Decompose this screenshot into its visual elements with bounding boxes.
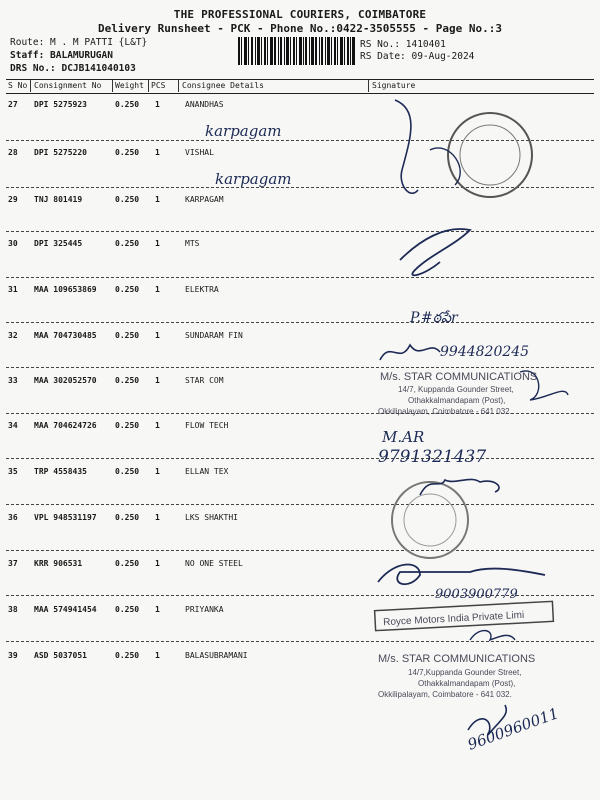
row-consignee: ANANDHAS	[185, 100, 224, 109]
row-sno: 37	[8, 559, 18, 568]
handwritten-phone-39: 9600960011	[465, 704, 562, 754]
header-consignment: Consignment No	[34, 81, 102, 90]
row-separator	[6, 367, 594, 368]
signature-scribble	[430, 148, 460, 185]
header-pcs: PCS	[151, 81, 166, 90]
row-separator	[6, 595, 594, 596]
row-consignment: MAA 704624726	[34, 421, 97, 430]
handwritten-phone-32: 9944820245	[440, 344, 530, 360]
row-weight: 0.250	[115, 239, 140, 248]
row-weight: 0.250	[115, 651, 140, 660]
row-sno: 39	[8, 651, 18, 660]
runsheet-subtitle: Delivery Runsheet - PCK - Phone No.:0422-3505555 - Page No.:3	[98, 22, 502, 35]
handwritten-name-31: P.#ఠపేr	[410, 310, 458, 326]
row-consignee: ELEKTRA	[185, 285, 219, 294]
row-consignee: MTS	[185, 239, 200, 248]
rubber-stamp-icon	[378, 371, 537, 416]
row-sno: 29	[8, 195, 18, 204]
row-consignee: LKS SHAKTHI	[185, 513, 238, 522]
row-consignee: ELLAN TEX	[185, 467, 229, 476]
company-title: THE PROFESSIONAL COURIERS, COIMBATORE	[173, 8, 427, 21]
row-pcs: 1	[155, 513, 160, 522]
row-pcs: 1	[155, 331, 160, 340]
column-divider	[148, 80, 149, 92]
handwritten-karpagam-1: karpagam	[205, 122, 282, 140]
row-consignee: SUNDARAM FIN	[185, 331, 243, 340]
row-sno: 34	[8, 421, 18, 430]
row-pcs: 1	[155, 376, 160, 385]
row-weight: 0.250	[115, 376, 140, 385]
row-weight: 0.250	[115, 513, 140, 522]
svg-text:Othakkalmandapam (Post),: Othakkalmandapam (Post),	[418, 679, 516, 688]
row-separator	[6, 140, 594, 141]
row-consignment: KRR 906531	[34, 559, 83, 568]
signature-scribble	[468, 705, 506, 735]
row-separator	[6, 277, 594, 278]
signature-scribble	[420, 479, 499, 495]
row-separator	[6, 322, 594, 323]
table-header-rule	[6, 93, 594, 94]
rubber-stamp-icon	[378, 653, 535, 699]
svg-text:Othakkalmandapam (Post),: Othakkalmandapam (Post),	[408, 396, 506, 405]
table-top-rule	[6, 79, 594, 80]
handwritten-karpagam-2: karpagam	[215, 170, 292, 188]
row-consignment: DPI 5275923	[34, 100, 87, 109]
signature-scribble	[395, 100, 418, 193]
handwritten-initials-34: M.AR	[382, 428, 425, 446]
rs-number: RS No.: 1410401	[360, 39, 446, 50]
round-stamp-icon	[392, 482, 468, 558]
row-consignee: KARPAGAM	[185, 195, 224, 204]
row-sno: 32	[8, 331, 18, 340]
row-consignment: DPI 325445	[34, 239, 83, 248]
row-pcs: 1	[155, 605, 160, 614]
column-divider	[112, 80, 113, 92]
row-consignee: STAR COM	[185, 376, 224, 385]
row-consignee: BALASUBRAMANI	[185, 651, 248, 660]
row-consignment: MAA 302052570	[34, 376, 97, 385]
row-pcs: 1	[155, 285, 160, 294]
row-separator	[6, 458, 594, 459]
svg-text:Okkilipalayam, Coimbatore - 64: Okkilipalayam, Coimbatore - 641 032.	[378, 690, 512, 699]
row-weight: 0.250	[115, 559, 140, 568]
row-weight: 0.250	[115, 285, 140, 294]
row-weight: 0.250	[115, 421, 140, 430]
row-sno: 36	[8, 513, 18, 522]
barcode-icon	[238, 37, 356, 65]
row-separator	[6, 550, 594, 551]
route-label: Route: M . M PATTI {L&T}	[10, 37, 148, 48]
row-sno: 27	[8, 100, 18, 109]
signature-scribble	[400, 229, 470, 275]
row-consignment: MAA 574941454	[34, 605, 97, 614]
row-weight: 0.250	[115, 605, 140, 614]
row-pcs: 1	[155, 100, 160, 109]
row-pcs: 1	[155, 421, 160, 430]
row-weight: 0.250	[115, 195, 140, 204]
row-sno: 31	[8, 285, 18, 294]
row-pcs: 1	[155, 651, 160, 660]
signature-scribble	[380, 345, 440, 360]
svg-text:M/s. STAR COMMUNICATIONS: M/s. STAR COMMUNICATIONS	[380, 371, 538, 383]
row-sno: 38	[8, 605, 18, 614]
svg-text:14/7, Kuppanda Gounder Street,: 14/7, Kuppanda Gounder Street,	[398, 385, 514, 394]
signature-scribble	[520, 371, 568, 400]
drs-number: DRS No.: DCJB141040103	[10, 63, 136, 74]
header-sno: S No	[8, 81, 28, 90]
staff-label: Staff: BALAMURUGAN	[10, 50, 113, 61]
svg-text:M/s. STAR COMMUNICATIONS: M/s. STAR COMMUNICATIONS	[378, 653, 536, 665]
row-separator	[6, 231, 594, 232]
handwritten-phone-34: 9791321437	[378, 447, 487, 467]
signature-scribble	[470, 631, 515, 640]
row-consignment: TRP 4558435	[34, 467, 87, 476]
svg-text:14/7,Kuppanda Gounder Street,: 14/7,Kuppanda Gounder Street,	[408, 668, 522, 677]
row-pcs: 1	[155, 148, 160, 157]
handwritten-phone-37: 9003900779	[435, 587, 518, 602]
row-separator	[6, 641, 594, 642]
row-weight: 0.250	[115, 331, 140, 340]
svg-text:Royce Motors India Private Lim: Royce Motors India Private Limi	[382, 609, 525, 629]
column-divider	[178, 80, 179, 92]
row-pcs: 1	[155, 467, 160, 476]
row-consignment: DPI 5275220	[34, 148, 87, 157]
row-sno: 33	[8, 376, 18, 385]
rectangle-stamp-icon	[375, 601, 554, 630]
round-stamp-icon	[448, 113, 532, 197]
row-consignment: VPL 948531197	[34, 513, 97, 522]
row-pcs: 1	[155, 239, 160, 248]
row-sno: 30	[8, 239, 18, 248]
row-pcs: 1	[155, 559, 160, 568]
header-signature: Signature	[372, 81, 416, 90]
row-weight: 0.250	[115, 467, 140, 476]
row-separator	[6, 187, 594, 188]
header-weight: Weight	[115, 81, 144, 90]
row-consignment: TNJ 801419	[34, 195, 83, 204]
row-weight: 0.250	[115, 100, 140, 109]
row-weight: 0.250	[115, 148, 140, 157]
row-consignee: VISHAL	[185, 148, 214, 157]
signature-scribble	[378, 565, 545, 585]
rs-date: RS Date: 09-Aug-2024	[360, 51, 475, 62]
column-divider	[368, 80, 369, 92]
row-consignment: MAA 704730485	[34, 331, 97, 340]
row-separator	[6, 504, 594, 505]
header-consignee: Consignee Details	[182, 81, 264, 90]
row-consignment: MAA 109653869	[34, 285, 97, 294]
row-consignee: PRIYANKA	[185, 605, 224, 614]
row-consignee: FLOW TECH	[185, 421, 229, 430]
row-sno: 28	[8, 148, 18, 157]
row-separator	[6, 413, 594, 414]
row-pcs: 1	[155, 195, 160, 204]
svg-text:Okkilipalayam, Coimbatore - 64: Okkilipalayam, Coimbatore - 641 032.	[378, 407, 512, 416]
column-divider	[30, 80, 31, 92]
row-consignment: ASD 5037051	[34, 651, 87, 660]
row-consignee: NO ONE STEEL	[185, 559, 243, 568]
row-sno: 35	[8, 467, 18, 476]
